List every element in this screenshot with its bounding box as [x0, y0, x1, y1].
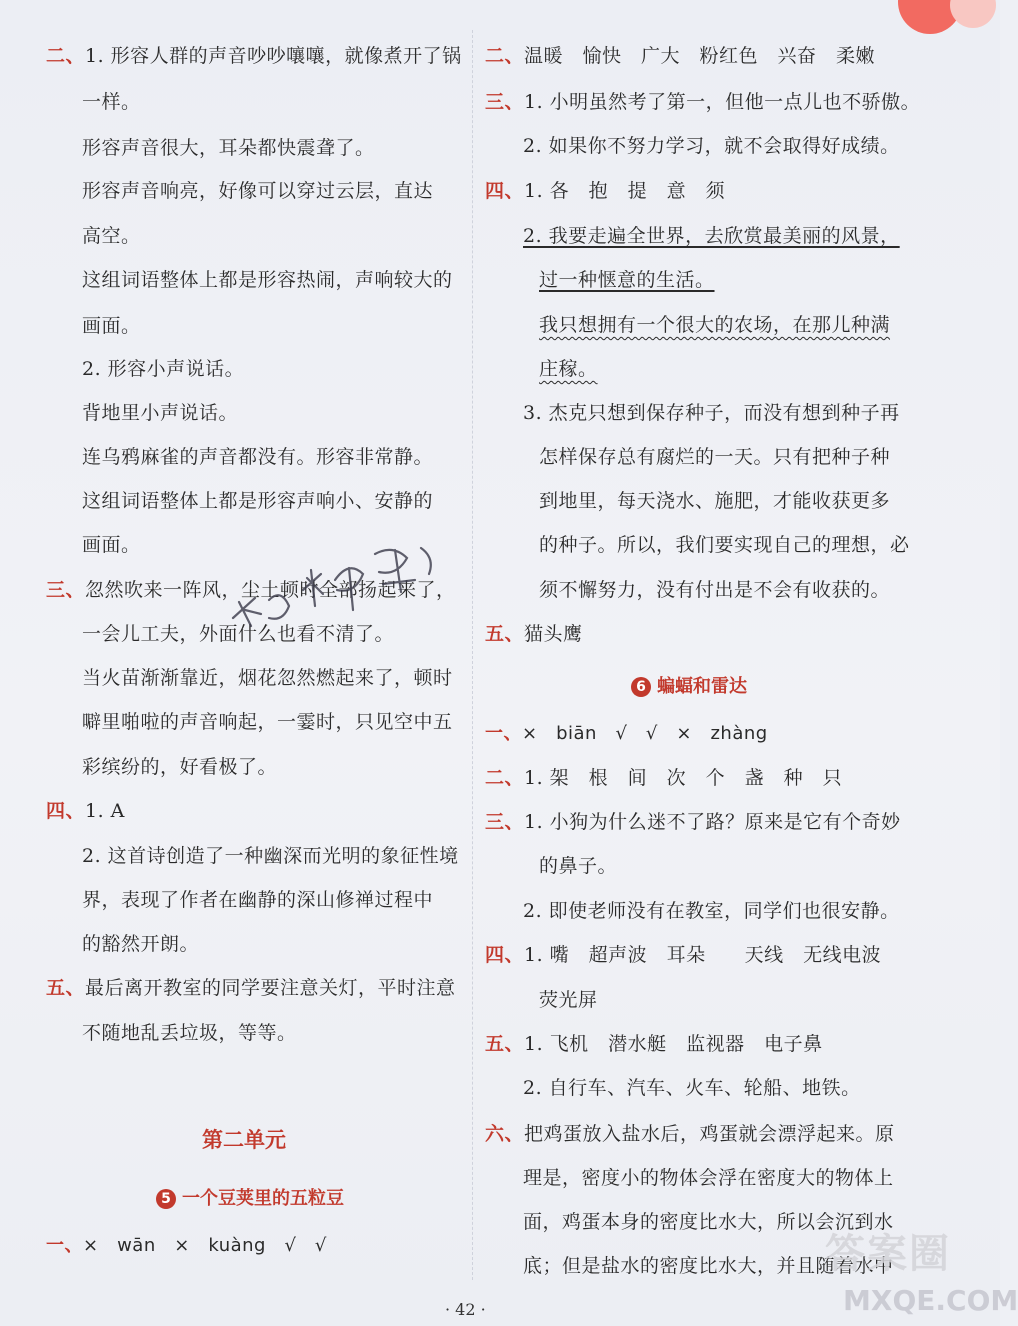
lesson-title: 6 蝙蝠和雷达 — [631, 672, 747, 698]
answer-line: 界，表现了作者在幽静的深山修禅过程中 — [82, 889, 434, 911]
answer-line: 一、× biān √ √ × zhàng — [485, 723, 768, 744]
answer-line: 我只想拥有一个很大的农场，在那儿种满 — [539, 314, 891, 336]
lesson-number-badge: 5 — [156, 1189, 176, 1209]
answer-line: 画面。 — [82, 315, 141, 337]
answer-line: 高空。 — [82, 225, 141, 247]
answer-line: 面，鸡蛋本身的密度比水大，所以会沉到水 — [523, 1211, 894, 1233]
answer-line: 这组词语整体上都是形容声响小、安静的 — [82, 490, 434, 512]
answer-line: 五、1. 飞机 潜水艇 监视器 电子鼻 — [485, 1033, 823, 1055]
answer-line: 二、温暖 愉快 广大 粉红色 兴奋 柔嫩 — [485, 45, 876, 67]
answer-line: 形容声音很大，耳朵都快震聋了。 — [82, 137, 375, 159]
answer-line: 一会儿工夫，外面什么也看不清了。 — [82, 623, 395, 645]
answer-line: 2. 即使老师没有在教室，同学们也很安静。 — [523, 900, 900, 922]
answer-line: 五、猫头鹰 — [485, 623, 583, 645]
column-divider — [472, 30, 473, 1280]
watermark-url: MXQE.COM — [843, 1284, 1018, 1317]
answer-line: 五、最后离开教室的同学要注意关灯，平时注意 — [46, 977, 456, 999]
answer-line: 四、1. A — [46, 800, 125, 822]
answer-line: 三、1. 小狗为什么迷不了路？原来是它有个奇妙 — [485, 811, 901, 833]
answer-line: 理是，密度小的物体会浮在密度大的物体上 — [523, 1167, 894, 1189]
answer-line: 四、1. 嘴 超声波 耳朵 天线 无线电波 — [485, 944, 882, 966]
answer-line: 怎样保存总有腐烂的一天。只有把种子种 — [539, 446, 891, 468]
page-number: · 42 · — [445, 1300, 486, 1319]
answer-line: 不随地乱丢垃圾，等等。 — [82, 1022, 297, 1044]
answer-line: 的豁然开朗。 — [82, 933, 200, 955]
answer-line: 过一种惬意的生活。 — [539, 269, 715, 291]
answer-line: 形容声音响亮，好像可以穿过云层，直达 — [82, 180, 434, 202]
answer-line: 这组词语整体上都是形容热闹，声响较大的 — [82, 269, 453, 291]
answer-line: 须不懈努力，没有付出是不会有收获的。 — [539, 579, 891, 601]
answer-line: 连乌鸦麻雀的声音都没有。形容非常静。 — [82, 446, 434, 468]
answer-line: 三、1. 小明虽然考了第一，但他一点儿也不骄傲。 — [485, 91, 921, 113]
answer-line: 的鼻子。 — [539, 855, 618, 877]
watermark — [815, 1210, 1018, 1326]
answer-line: 2. 自行车、汽车、火车、轮船、地铁。 — [523, 1077, 861, 1099]
answer-line: 一样。 — [82, 91, 141, 113]
answer-line: 2. 我要走遍全世界，去欣赏最美丽的风景， — [523, 225, 900, 247]
answer-line: 一、× wān × kuàng √ √ — [46, 1235, 327, 1256]
handwriting-scribble — [225, 540, 445, 640]
answer-line: 三、忽然吹来一阵风，尘土顿时全部扬起来了， — [46, 579, 456, 601]
answer-line: 噼里啪啦的声音响起，一霎时，只见空中五 — [82, 711, 453, 733]
answer-line: 荧光屏 — [539, 989, 598, 1011]
answer-line: 画面。 — [82, 534, 141, 556]
answer-line: 四、1. 各 抱 提 意 须 — [485, 180, 726, 202]
answer-line: 2. 这首诗创造了一种幽深而光明的象征性境 — [82, 845, 459, 867]
answer-line: 庄稼。 — [539, 358, 598, 380]
lesson-title: 5 一个豆荚里的五粒豆 — [156, 1184, 344, 1210]
answer-line: 到地里，每天浇水、施肥，才能收获更多 — [539, 490, 891, 512]
answer-line: 当火苗渐渐靠近，烟花忽然燃起来了，顿时 — [82, 667, 453, 689]
answer-line: 二、1. 形容人群的声音吵吵嚷嚷，就像煮开了锅 — [46, 45, 462, 67]
unit-title: 第二单元 — [202, 1128, 286, 1152]
answer-line: 六、把鸡蛋放入盐水后，鸡蛋就会漂浮起来。原 — [485, 1123, 895, 1145]
answer-line: 彩缤纷的，好看极了。 — [82, 756, 278, 778]
answer-line: 背地里小声说话。 — [82, 402, 239, 424]
lesson-number-badge: 6 — [631, 677, 651, 697]
answer-line: 2. 形容小声说话。 — [82, 358, 245, 380]
answer-line: 的种子。所以，我们要实现自己的理想，必 — [539, 534, 910, 556]
answer-line: 底；但是盐水的密度比水大，并且随着水中 — [523, 1255, 894, 1277]
answer-line: 3. 杰克只想到保存种子，而没有想到种子再 — [523, 402, 900, 424]
answer-line: 二、1. 架 根 间 次 个 盏 种 只 — [485, 767, 843, 789]
answer-line: 2. 如果你不努力学习，就不会取得好成绩。 — [523, 135, 900, 157]
watermark-logo: 答案圈 — [825, 1231, 951, 1277]
